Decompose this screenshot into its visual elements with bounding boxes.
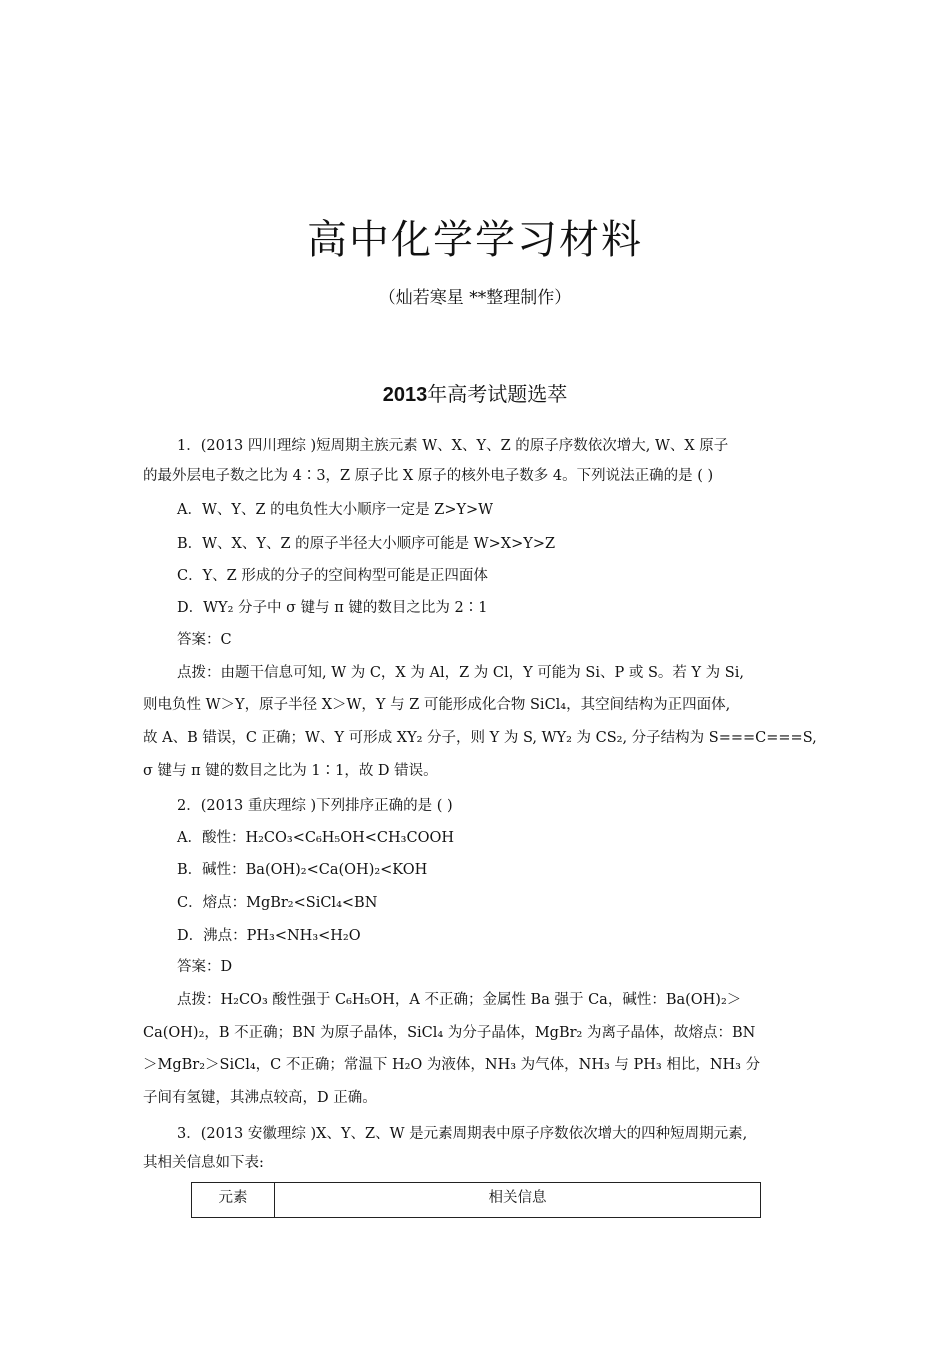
section-year: 2013 [382, 384, 428, 406]
question-1-option-a: A．W、Y、Z 的电负性大小顺序一定是 Z>Y>W [177, 502, 494, 518]
table-header-row [192, 1183, 761, 1218]
question-3-stem: 3．(2013 安徽理综 )X、Y、Z、W 是元素周期表中原子序数依次增大的四种短周期元素, [177, 1126, 748, 1142]
question-2-explanation-cont: Ca(OH)₂，B 不正确；BN 为原子晶体，SiCl₄ 为分子晶体，MgBr₂ 为离子晶体，故熔点：BN [143, 1025, 756, 1041]
question-1-answer: 答案：C [177, 632, 232, 648]
element-info-table [191, 1182, 761, 1218]
question-1-stem: 1．(2013 四川理综 )短周期主族元素 W、X、Y、Z 的原子序数依次增大, W、X 原子 [177, 438, 729, 454]
question-1-option-b: B．W、X、Y、Z 的原子半径大小顺序可能是 W>X>Y>Z [177, 536, 556, 552]
question-2-explanation: 点拨：H₂CO₃ 酸性强于 C₆H₅OH，A 不正确；金属性 Ba 强于 Ca，碱性：Ba(OH)₂＞ [177, 992, 742, 1008]
question-2-option-c: C．熔点：MgBr₂<SiCl₄<BN [177, 895, 378, 911]
question-2-explanation-cont: 子间有氢键，其沸点较高，D 正确。 [143, 1090, 377, 1106]
question-1-stem-cont: 的最外层电子数之比为 4∶3，Z 原子比 X 原子的核外电子数多 4。下列说法正确的是 ( ) [143, 468, 714, 484]
question-2-option-a: A．酸性：H₂CO₃<C₆H₅OH<CH₃COOH [177, 830, 454, 846]
table-header-info: 相关信息 [275, 1183, 761, 1218]
question-2-stem: 2．(2013 重庆理综 )下列排序正确的是 ( ) [177, 798, 453, 814]
question-1-explanation-cont: σ 键与 π 键的数目之比为 1∶1，故 D 错误。 [143, 763, 438, 779]
page-subtitle: （灿若寒星 **整理制作） [378, 288, 572, 308]
question-2-answer: 答案：D [177, 959, 233, 975]
section-title: 年高考试题选萃 [427, 384, 568, 406]
question-1-explanation-cont: 故 A、B 错误，C 正确；W、Y 可形成 XY₂ 分子，则 Y 为 S, WY₂ 为 CS₂, 分子结构为 S===C===S, [143, 730, 817, 746]
question-2-option-b: B．碱性：Ba(OH)₂<Ca(OH)₂<KOH [177, 862, 428, 878]
question-2-option-d: D．沸点：PH₃<NH₃<H₂O [177, 928, 361, 944]
page-title: 高中化学学习材料 [307, 217, 643, 263]
question-2-explanation-cont: ＞MgBr₂＞SiCl₄，C 不正确；常温下 H₂O 为液体，NH₃ 为气体，NH₃ 与 PH₃ 相比，NH₃ 分 [143, 1057, 761, 1073]
question-1-explanation: 点拨：由题干信息可知, W 为 C，X 为 Al，Z 为 Cl，Y 可能为 Si、P 或 S。若 Y 为 Si, [177, 665, 744, 681]
question-3-stem-cont: 其相关信息如下表: [143, 1155, 264, 1171]
question-1-explanation-cont: 则电负性 W＞Y，原子半径 X＞W，Y 与 Z 可能形成化合物 SiCl₄，其空间结构为正四面体, [143, 697, 731, 713]
question-1-option-c: C．Y、Z 形成的分子的空间构型可能是正四面体 [177, 568, 488, 584]
question-1-option-d: D．WY₂ 分子中 σ 键与 π 键的数目之比为 2∶1 [177, 600, 488, 616]
section-heading [0, 378, 950, 407]
table-header-element: 元素 [192, 1183, 275, 1218]
